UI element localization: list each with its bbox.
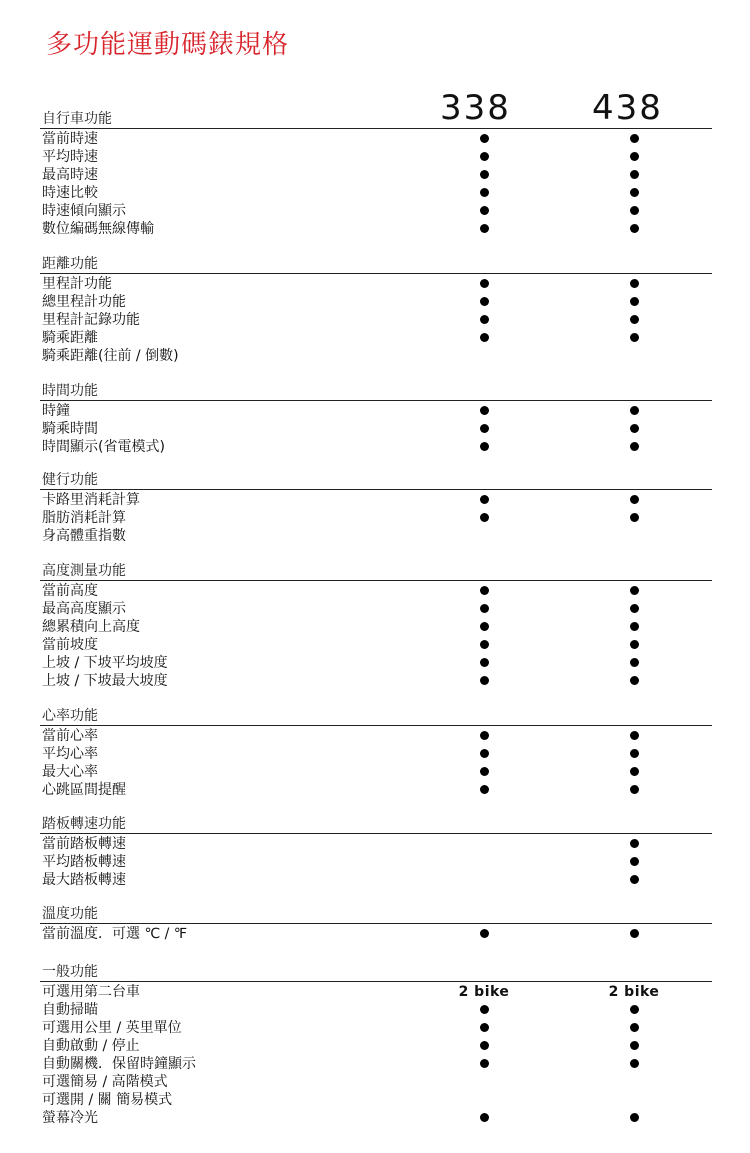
bullet-dot-icon — [480, 206, 489, 215]
feature-label: 自動掃瞄 — [42, 1002, 98, 1018]
model-338-cell — [439, 148, 529, 166]
model-438-cell — [589, 1019, 679, 1037]
feature-label: 心跳區間提醒 — [42, 782, 126, 798]
spec-row — [42, 1037, 712, 1055]
bullet-dot-icon — [480, 1059, 489, 1068]
spec-row — [42, 148, 712, 166]
feature-label: 螢幕冷光 — [42, 1110, 98, 1126]
bullet-dot-icon — [630, 134, 639, 143]
feature-label: 身高體重指數 — [42, 528, 126, 544]
spec-row — [42, 509, 712, 527]
spec-section — [42, 707, 712, 799]
spec-row — [42, 184, 712, 202]
bullet-dot-icon — [480, 622, 489, 631]
bullet-dot-icon — [630, 315, 639, 324]
section-divider — [40, 400, 712, 401]
model-338-cell — [439, 1037, 529, 1055]
bullet-dot-icon — [630, 188, 639, 197]
model-438-cell — [589, 745, 679, 763]
model-438-cell — [589, 275, 679, 293]
bullet-dot-icon — [480, 1113, 489, 1122]
bullet-dot-icon — [630, 333, 639, 342]
feature-label: 可選簡易 / 高階模式 — [42, 1074, 168, 1090]
feature-label: 當前時速 — [42, 131, 98, 147]
bullet-dot-icon — [630, 839, 639, 848]
feature-label: 上坡 / 下坡平均坡度 — [42, 655, 168, 671]
bullet-dot-icon — [480, 929, 489, 938]
feature-label: 最大心率 — [42, 764, 98, 780]
section-divider — [40, 981, 712, 982]
bullet-dot-icon — [630, 1041, 639, 1050]
bullet-dot-icon — [630, 224, 639, 233]
model-438-cell — [589, 148, 679, 166]
model-338-cell — [439, 202, 529, 220]
model-438-cell — [589, 654, 679, 672]
page-title: 多功能運動碼錶規格 — [46, 30, 290, 60]
section-title: 心率功能 — [42, 708, 98, 724]
feature-label: 當前坡度 — [42, 637, 98, 653]
bullet-dot-icon — [630, 857, 639, 866]
model-438-cell — [589, 293, 679, 311]
feature-label: 當前高度 — [42, 583, 98, 599]
model-338-cell — [439, 763, 529, 781]
model-338-cell — [439, 654, 529, 672]
section-divider — [40, 580, 712, 581]
feature-label: 里程計功能 — [42, 276, 112, 292]
model-438-cell — [589, 1001, 679, 1019]
spec-row — [42, 600, 712, 618]
spec-row — [42, 835, 712, 853]
bullet-dot-icon — [630, 875, 639, 884]
model-438-cell — [589, 672, 679, 690]
spec-row — [42, 1001, 712, 1019]
feature-label: 最高高度顯示 — [42, 601, 126, 617]
spec-row — [42, 636, 712, 654]
feature-label: 可選用公里 / 英里單位 — [42, 1020, 182, 1036]
model-438-cell — [589, 166, 679, 184]
spec-section — [42, 562, 712, 690]
spec-row — [42, 1055, 712, 1073]
model-338-cell — [439, 983, 529, 1001]
feature-label: 時鐘 — [42, 403, 70, 419]
model-438-cell — [589, 130, 679, 148]
bullet-dot-icon — [480, 1023, 489, 1032]
feature-label: 卡路里消耗計算 — [42, 492, 140, 508]
model-338-cell — [439, 220, 529, 238]
spec-row — [42, 727, 712, 745]
model-338-cell — [439, 1001, 529, 1019]
model-338-cell — [439, 491, 529, 509]
bullet-dot-icon — [630, 1005, 639, 1014]
model-338-cell — [439, 275, 529, 293]
section-divider — [40, 725, 712, 726]
model-338-cell — [439, 781, 529, 799]
spec-section — [42, 905, 712, 943]
model-438-cell — [589, 220, 679, 238]
spec-row — [42, 202, 712, 220]
model-438-cell — [589, 491, 679, 509]
model-338-cell — [439, 1055, 529, 1073]
spec-section — [42, 815, 712, 889]
bullet-dot-icon — [480, 333, 489, 342]
model-338-cell — [439, 166, 529, 184]
model-338-cell — [439, 329, 529, 347]
feature-label: 時速比較 — [42, 185, 98, 201]
model-338-cell — [439, 672, 529, 690]
model-438-header: 438 — [592, 88, 663, 128]
model-338-cell — [439, 925, 529, 943]
bullet-dot-icon — [480, 134, 489, 143]
feature-label: 總累積向上高度 — [42, 619, 140, 635]
bullet-dot-icon — [480, 586, 489, 595]
bullet-dot-icon — [480, 676, 489, 685]
spec-row — [42, 1091, 712, 1109]
model-438-cell — [589, 835, 679, 853]
feature-label: 可選開 / 關 簡易模式 — [42, 1092, 173, 1108]
bullet-dot-icon — [630, 749, 639, 758]
model-338-cell — [439, 402, 529, 420]
spec-row — [42, 166, 712, 184]
feature-label: 數位編碼無線傳輸 — [42, 221, 154, 237]
model-438-cell — [589, 618, 679, 636]
spec-row — [42, 582, 712, 600]
model-438-cell — [589, 925, 679, 943]
model-438-cell — [589, 438, 679, 456]
bullet-dot-icon — [630, 767, 639, 776]
spec-row — [42, 130, 712, 148]
feature-label: 自動關機．保留時鐘顯示 — [42, 1056, 196, 1072]
bullet-dot-icon — [480, 297, 489, 306]
feature-label: 當前溫度．可選 ℃ / ℉ — [42, 926, 188, 942]
model-438-cell — [589, 636, 679, 654]
bullet-dot-icon — [480, 604, 489, 613]
feature-label: 平均時速 — [42, 149, 98, 165]
spec-row — [42, 871, 712, 889]
section-title: 時間功能 — [42, 383, 98, 399]
model-338-cell — [439, 1109, 529, 1127]
spec-row — [42, 618, 712, 636]
model-338-cell — [439, 618, 529, 636]
bullet-dot-icon — [480, 224, 489, 233]
bullet-dot-icon — [480, 188, 489, 197]
feature-label: 平均心率 — [42, 746, 98, 762]
model-438-cell — [589, 509, 679, 527]
spec-row — [42, 672, 712, 690]
model-438-cell — [589, 184, 679, 202]
bullet-dot-icon — [630, 1113, 639, 1122]
section-divider — [40, 923, 712, 924]
bullet-dot-icon — [630, 640, 639, 649]
bullet-dot-icon — [480, 658, 489, 667]
spec-row — [42, 402, 712, 420]
bullet-dot-icon — [480, 767, 489, 776]
bullet-dot-icon — [630, 1023, 639, 1032]
section-divider — [40, 128, 712, 129]
section-title: 踏板轉速功能 — [42, 816, 126, 832]
bullet-dot-icon — [630, 622, 639, 631]
spec-row — [42, 745, 712, 763]
model-438-cell — [589, 329, 679, 347]
spec-row — [42, 1109, 712, 1127]
model-338-cell — [439, 600, 529, 618]
bullet-dot-icon — [630, 297, 639, 306]
feature-label: 可選用第二台車 — [42, 984, 140, 1000]
spec-row — [42, 438, 712, 456]
model-438-cell — [589, 1109, 679, 1127]
spec-section — [42, 471, 712, 545]
bullet-dot-icon — [630, 513, 639, 522]
model-438-cell — [589, 202, 679, 220]
bullet-dot-icon — [480, 152, 489, 161]
feature-label: 自動啟動 / 停止 — [42, 1038, 140, 1054]
model-438-cell — [589, 853, 679, 871]
bullet-dot-icon — [630, 424, 639, 433]
model-338-cell — [439, 293, 529, 311]
bullet-dot-icon — [630, 604, 639, 613]
model-338-cell — [439, 745, 529, 763]
feature-label: 騎乘距離 — [42, 330, 98, 346]
bullet-dot-icon — [480, 442, 489, 451]
model-338-cell — [439, 582, 529, 600]
feature-label: 騎乘時間 — [42, 421, 98, 437]
feature-label: 上坡 / 下坡最大坡度 — [42, 673, 168, 689]
feature-label: 平均踏板轉速 — [42, 854, 126, 870]
spec-row — [42, 329, 712, 347]
section-title: 一般功能 — [42, 964, 98, 980]
model-338-cell — [439, 311, 529, 329]
bullet-dot-icon — [480, 513, 489, 522]
model-338-cell — [439, 509, 529, 527]
bullet-dot-icon — [630, 170, 639, 179]
spec-row — [42, 763, 712, 781]
bullet-dot-icon — [480, 785, 489, 794]
model-438-cell — [589, 727, 679, 745]
bullet-dot-icon — [630, 152, 639, 161]
spec-section — [42, 110, 712, 238]
spec-section — [42, 963, 712, 1127]
bullet-dot-icon — [480, 1041, 489, 1050]
feature-label: 脂肪消耗計算 — [42, 510, 126, 526]
model-338-cell — [439, 727, 529, 745]
bullet-dot-icon — [630, 929, 639, 938]
spec-section — [42, 255, 712, 365]
model-438-cell — [589, 763, 679, 781]
spec-row — [42, 1073, 712, 1091]
bullet-dot-icon — [480, 406, 489, 415]
bullet-dot-icon — [480, 731, 489, 740]
spec-row — [42, 347, 712, 365]
feature-label: 當前心率 — [42, 728, 98, 744]
model-438-cell — [589, 311, 679, 329]
section-title: 自行車功能 — [42, 111, 112, 127]
spec-row — [42, 781, 712, 799]
cell-text: 2 bike — [458, 984, 510, 1000]
bullet-dot-icon — [630, 785, 639, 794]
bullet-dot-icon — [630, 658, 639, 667]
model-338-cell — [439, 420, 529, 438]
section-divider — [40, 833, 712, 834]
model-338-header: 338 — [440, 88, 511, 128]
model-338-cell — [439, 636, 529, 654]
bullet-dot-icon — [480, 749, 489, 758]
spec-row — [42, 293, 712, 311]
feature-label: 最高時速 — [42, 167, 98, 183]
bullet-dot-icon — [480, 495, 489, 504]
section-divider — [40, 489, 712, 490]
bullet-dot-icon — [630, 206, 639, 215]
model-438-cell — [589, 983, 679, 1001]
bullet-dot-icon — [630, 731, 639, 740]
bullet-dot-icon — [630, 406, 639, 415]
bullet-dot-icon — [480, 424, 489, 433]
model-338-cell — [439, 1019, 529, 1037]
feature-label: 最大踏板轉速 — [42, 872, 126, 888]
section-title: 高度測量功能 — [42, 563, 126, 579]
bullet-dot-icon — [630, 1059, 639, 1068]
model-338-cell — [439, 130, 529, 148]
model-438-cell — [589, 1055, 679, 1073]
spec-row — [42, 1019, 712, 1037]
model-438-cell — [589, 582, 679, 600]
cell-text: 2 bike — [608, 984, 660, 1000]
feature-label: 時速傾向顯示 — [42, 203, 126, 219]
bullet-dot-icon — [480, 1005, 489, 1014]
spec-row — [42, 275, 712, 293]
spec-row — [42, 983, 712, 1001]
bullet-dot-icon — [480, 640, 489, 649]
spec-row — [42, 220, 712, 238]
bullet-dot-icon — [630, 586, 639, 595]
spec-section — [42, 382, 712, 456]
bullet-dot-icon — [630, 495, 639, 504]
model-338-cell — [439, 438, 529, 456]
bullet-dot-icon — [630, 676, 639, 685]
model-338-cell — [439, 184, 529, 202]
model-438-cell — [589, 1037, 679, 1055]
bullet-dot-icon — [480, 315, 489, 324]
section-divider — [40, 273, 712, 274]
spec-row — [42, 925, 712, 943]
model-438-cell — [589, 402, 679, 420]
bullet-dot-icon — [480, 279, 489, 288]
model-438-cell — [589, 781, 679, 799]
spec-row — [42, 311, 712, 329]
model-438-cell — [589, 420, 679, 438]
spec-row — [42, 491, 712, 509]
feature-label: 里程計記錄功能 — [42, 312, 140, 328]
model-438-cell — [589, 600, 679, 618]
spec-row — [42, 654, 712, 672]
spec-row — [42, 420, 712, 438]
bullet-dot-icon — [630, 279, 639, 288]
feature-label: 當前踏板轉速 — [42, 836, 126, 852]
feature-label: 總里程計功能 — [42, 294, 126, 310]
spec-row — [42, 853, 712, 871]
spec-row — [42, 527, 712, 545]
section-title: 溫度功能 — [42, 906, 98, 922]
section-title: 健行功能 — [42, 472, 98, 488]
bullet-dot-icon — [630, 442, 639, 451]
feature-label: 騎乘距離(往前 / 倒數) — [42, 348, 179, 364]
section-title: 距離功能 — [42, 256, 98, 272]
model-438-cell — [589, 871, 679, 889]
feature-label: 時間顯示(省電模式) — [42, 439, 165, 455]
bullet-dot-icon — [480, 170, 489, 179]
